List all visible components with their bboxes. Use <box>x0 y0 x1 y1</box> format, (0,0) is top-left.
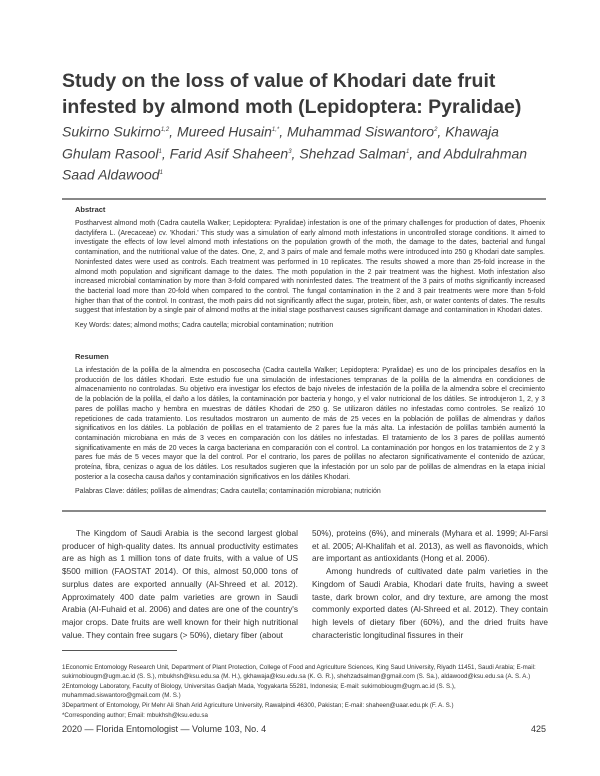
author-affiliation: 3 <box>288 148 292 155</box>
footnote-rule <box>62 650 177 651</box>
footnote: 2Entomology Laboratory, Faculty of Biology, Universitas Gadjah Mada, Yogyakarta 55281, Indonesia; E-mail: sukirnobiougm@ugm.ac.id (S. S.), muhammad.siswantoro@gmail.com (M. S.) <box>62 682 456 699</box>
article-title: Study on the loss of value of Khodari date fruit infested by almond moth (Lepidoptera: Pyralidae) <box>62 70 522 118</box>
abstract-heading: Abstract <box>75 205 106 214</box>
author-name: Shehzad Salman <box>299 145 406 162</box>
footnotes <box>62 664 546 722</box>
author-affiliation: 1,2 <box>160 127 170 133</box>
author-list: Sukirno Sukirno$^{1,2}$, Mureed Husain$^{1,*}$, Muhammad Siswantoro$^2$, Khawaja Ghulam Rasool$^1$, Farid Asif Shaheen$^3$, Shehzad Salman$^1$, and Abdulrahman Saad Aldawood$^1$ <box>62 123 528 183</box>
resumen-section <box>75 352 545 495</box>
body-column-right <box>312 527 548 641</box>
body-paragraph: 50%), proteins (6%), and minerals (Myhara et al. 1999; Al-Farsi et al. 2005; Al-Khalifah et al. 2013), as well as flavonoids, which are important as antioxidants (Hong et al. 2006). <box>312 528 548 564</box>
footnote: 3Department of Entomology, Pir Mehr Ali Shah Arid Agriculture University, Rawalpindi 46300, Pakistan; E-mail: shaheen@uaar.edu.pk (F. A. S.) <box>62 701 454 709</box>
body-paragraph: The Kingdom of Saudi Arabia is the second largest global producer of high-quality dates. Its annual productivity estimates are as high as 1 million tons of date fruits, with a value of US $500 million (FAOSTAT 2014). Of this, almost 50,000 tons of surplus dates are exported annually (Al-Shreed et al. 2012). Approximately 400 date palm varieties are grown in Saudi Arabia (Al-Fuhaid et al. 2006) and dates are one of the country's major crops. Date fruits are well known for their high nutritional value. They contain free sugars (> 50%), dietary fiber (about <box>62 528 298 640</box>
author-affiliation: 1 <box>159 170 163 177</box>
author-affiliation: 2 <box>434 127 438 133</box>
author-affiliation: 1,* <box>271 127 280 133</box>
footnote: 1Economic Entomology Research Unit, Department of Plant Protection, College of Food and Agriculture Sciences, King Saud University, Riyadh 11451, Saudi Arabia; E-mail: sukirnobiougm@ugm.ac.id (S. S.), mbukhsh@ksu.edu.sa (M. H.), gkhawaja@ksu.edu.sa (K. G. R.), shehzadsalman@gmail.com (S. Sa.), aldawood@ksu.edu.sa (A. S. A.) <box>62 664 536 680</box>
divider <box>62 510 546 512</box>
resumen-heading: Resumen <box>75 352 109 361</box>
page-number: 425 <box>530 724 546 734</box>
body-column-left <box>62 527 298 641</box>
author-name: Khawaja Ghulam Rasool <box>62 123 499 162</box>
page-footer <box>62 724 546 734</box>
palabras-clave: Palabras Clave: dátiles; polillas de almendras; Cadra cautella; contaminación microbiana; nutrición <box>75 488 381 496</box>
author-name: Farid Asif Shaheen <box>169 145 289 162</box>
author-affiliation: 1 <box>158 148 162 155</box>
resumen-text: La infestación de la polilla de la almendra en poscosecha (Cadra cautella Walker; Lepidoptera: Pyralidae) es uno de los principales desafíos en la producción de los dátiles Khodari. Este estudio fue una simulación de infestaciones tempranas de la polilla de la almendra en condiciones de almacenamiento no controladas. Su objetivo era investigar los efectos de bajo niveles de infestación de la polilla de la almendra sobre el crecimiento de la población de la polilla, el daño a los dátiles, la contaminación por bacteria y hongo, y el valor nutricional de los dátiles. Se introdujeron 1, 2, y 3 pares de polillas macho y hembra en muestras de dátiles Khodari de 250 g. Se utilizaron dátiles no infestadas como controles. Se realizó 10 repeticiones de cada tratamiento. Los resultados mostraron un aumento de más de 25 veces en la población de polillas de almendras y daños significativos en los dátiles. La población de polillas en el tratamiento de 2 pares fue la más alta. La infestación de polillas también aumentó la contaminación microbiana en más de 3 veces en comparación con los dátiles no infestadas. El tratamiento de los 3 pares de polillas aumentó significativamente en más de 20 veces la carga bacteriana en comparación con el control. La contaminación por hongos en los tratamientos de 2 y 3 pares fue más de 5 veces mayor que la del control. Por el contrario, los pares de polillas no afectaron significativamente el contenido de azúcar, proteína, fibra, cenizas o agua de los dátiles. Los resultados sugieren que la infestación por un solo par de polillas de almendras en la etapa inicial posterior a la cosecha causa daños y contaminación significativos en los dátiles Khodari. <box>75 367 545 481</box>
author-name: and Abdulrahman Saad Aldawood <box>62 145 528 183</box>
keywords: Key Words: dates; almond moths; Cadra cautella; microbial contamination; nutrition <box>75 322 334 330</box>
body-paragraph: Among hundreds of cultivated date palm varieties in the Kingdom of Saudi Arabia, Khodari date fruits, having a sweet taste, dark brown color, and dry texture, are among the most commonly exported dates (Al-Shreed et al. 2012). They contain high levels of dietary fiber (60%), and the dried fruits have characteristic longitudinal fissures in their <box>312 566 548 640</box>
journal-info: 2020 — Florida Entomologist — Volume 103, No. 4 <box>62 724 267 734</box>
divider <box>62 198 546 200</box>
author-name: Mureed Husain <box>176 123 272 140</box>
abstract-text: Postharvest almond moth (Cadra cautella Walker; Lepidoptera: Pyralidae) infestation is one of the primary challenges for production of dates, Phoenix dactylifera L. (Arecaceae) cv. 'Khodari.' This study was a simulation of early almond moth infestations in uncontrolled storage conditions. It aimed to investigate the effects of low level almond moth infestations on the population growth of the moth, the damage to the dates, bacterial and fungal contamination, and the nutritional value of the dates. One, 2, and 3 pairs of male and female moths were introduced into 250 g Khodari date samples. Noninfested dates were used as controls. Each treatment was performed in 10 replicates. The results showed a more than 25-fold increase in the almond moth population and significant damage to the dates. The moth population in the 2 pair treatment was the highest. Moth infestation also increased microbial contamination by more than 3-fold compared with noninfested dates. The treatment of the 3 pairs of moths significantly increased the bacterial load more than 20-fold when compared to the control. The fungal contamination in the 2 and 3 pair treatments were more than 5-fold higher than that of the control. In contrast, the moth pairs did not significantly affect the sugar, protein, fiber, ash, or water contents of dates. The results suggest that infestation by a single pair of almond moths at the initial stage postharvest causes significant damage and contamination in Khodari dates. <box>75 220 545 315</box>
footnote: *Corresponding author; Email: mbukhsh@ksu.edu.sa <box>62 712 208 720</box>
abstract-section <box>75 205 545 329</box>
author-name: Sukirno Sukirno <box>62 123 161 140</box>
author-name: Muhammad Siswantoro <box>287 123 435 140</box>
author-affiliation: 1 <box>405 148 410 155</box>
